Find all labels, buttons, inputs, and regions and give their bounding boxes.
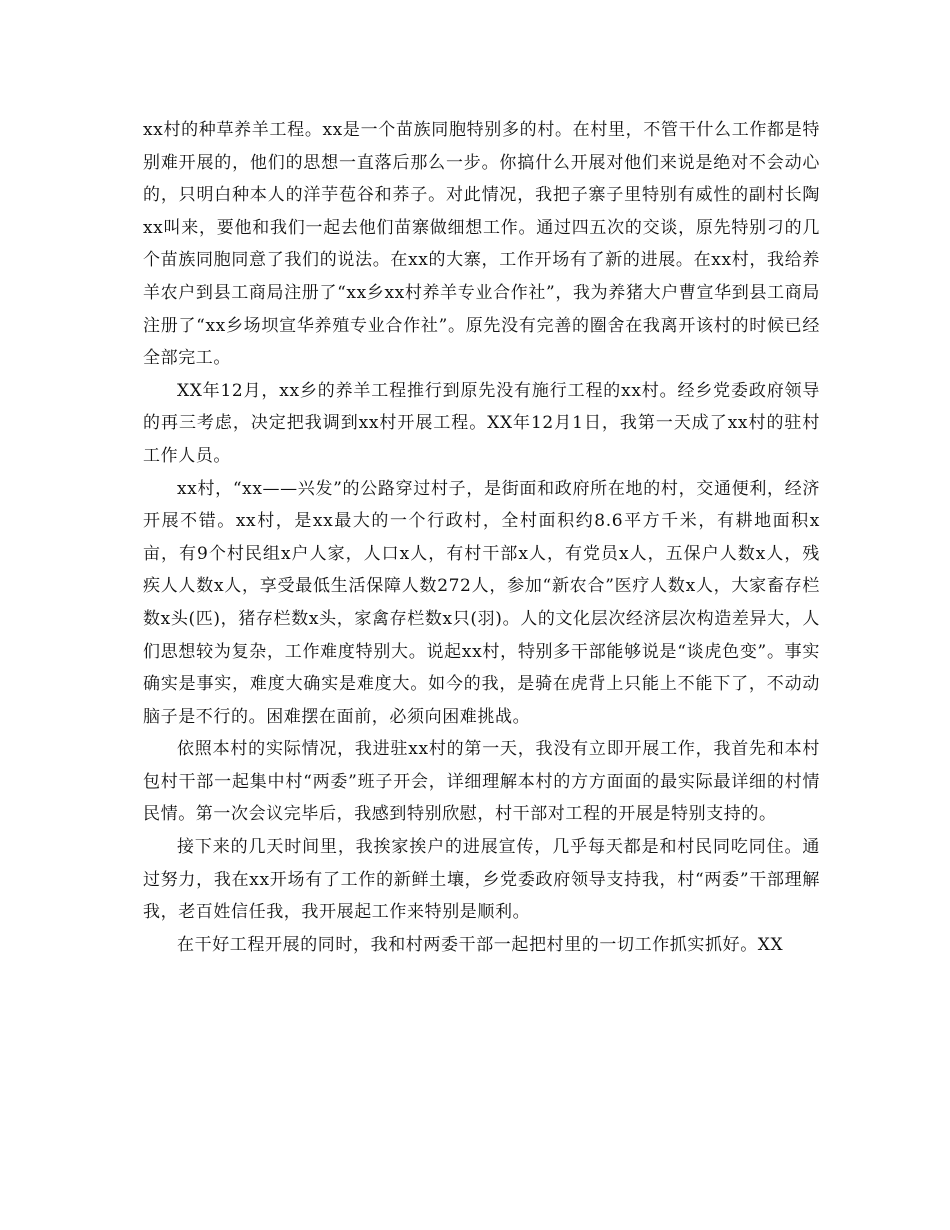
paragraph-4: 依照本村的实际情况，我进驻xx村的第一天，我没有立即开展工作，我首先和本村包村干部一起集中村“两委”班子开会，详细理解本村的方方面面的最实际最详细的村情民情。第一次会议完毕后，我感到特别欣慰，村干部对工程的开展是特别支持的。 [143,739,820,825]
paragraph-3: xx村，“xx——兴发”的公路穿过村子，是街面和政府所在地的村，交通便利，经济开展不错。xx村，是xx最大的一个行政村，全村面积约8.6平方千米，有耕地面积x亩，有9个村民组x户人家，人口x人，有村干部x人，有党员x人，五保户人数x人，残疾人人数x人，享受最低生活保障人数272人，参加“新农合”医疗人数x人，大家畜存栏数x头(匹)，猪存栏数x头，家禽存栏数x只(羽)。人的文化层次经济层次构造差异大，人们思想较为复杂，工作难度特别大。说起xx村，特别多干部能够说是“谈虎色变”。事实确实是事实，难度大确实是难度大。如今的我，是骑在虎背上只能上不能下了，不动动脑子是不行的。困难摆在面前，必须向困难挑战。 [143,478,820,727]
document-body [143,114,820,961]
paragraph-6: 在干好工程开展的同时，我和村两委干部一起把村里的一切工作抓实抓好。XX [177,934,784,955]
paragraph-5: 接下来的几天时间里，我挨家挨户的进展宣传，几乎每天都是和村民同吃同住。通过努力，我在xx开场有了工作的新鲜土壤，乡党委政府领导支持我，村“两委”干部理解我，老百姓信任我，我开展起工作来特别是顺利。 [143,837,820,923]
paragraph-2: XX年12月，xx乡的养羊工程推行到原先没有施行工程的xx村。经乡党委政府领导的再三考虑，决定把我调到xx村开展工程。XX年12月1日，我第一天成了xx村的驻村工作人员。 [143,380,820,466]
paragraph-1: xx村的种草养羊工程。xx是一个苗族同胞特别多的村。在村里，不管干什么工作都是特别难开展的，他们的思想一直落后那么一步。你搞什么开展对他们来说是绝对不会动心的，只明白种本人的洋芋苞谷和荞子。对此情况，我把子寨子里特别有威性的副村长陶xx叫来，要他和我们一起去他们苗寨做细想工作。通过四五次的交谈，原先特别刁的几个苗族同胞同意了我们的说法。在xx的大寨，工作开场有了新的进展。在xx村，我给养羊农户到县工商局注册了“xx乡xx村养羊专业合作社”，我为养猪大户曹宣华到县工商局注册了“xx乡场坝宣华养殖专业合作社”。原先没有完善的圈舍在我离开该村的时候已经全部完工。 [143,120,820,369]
